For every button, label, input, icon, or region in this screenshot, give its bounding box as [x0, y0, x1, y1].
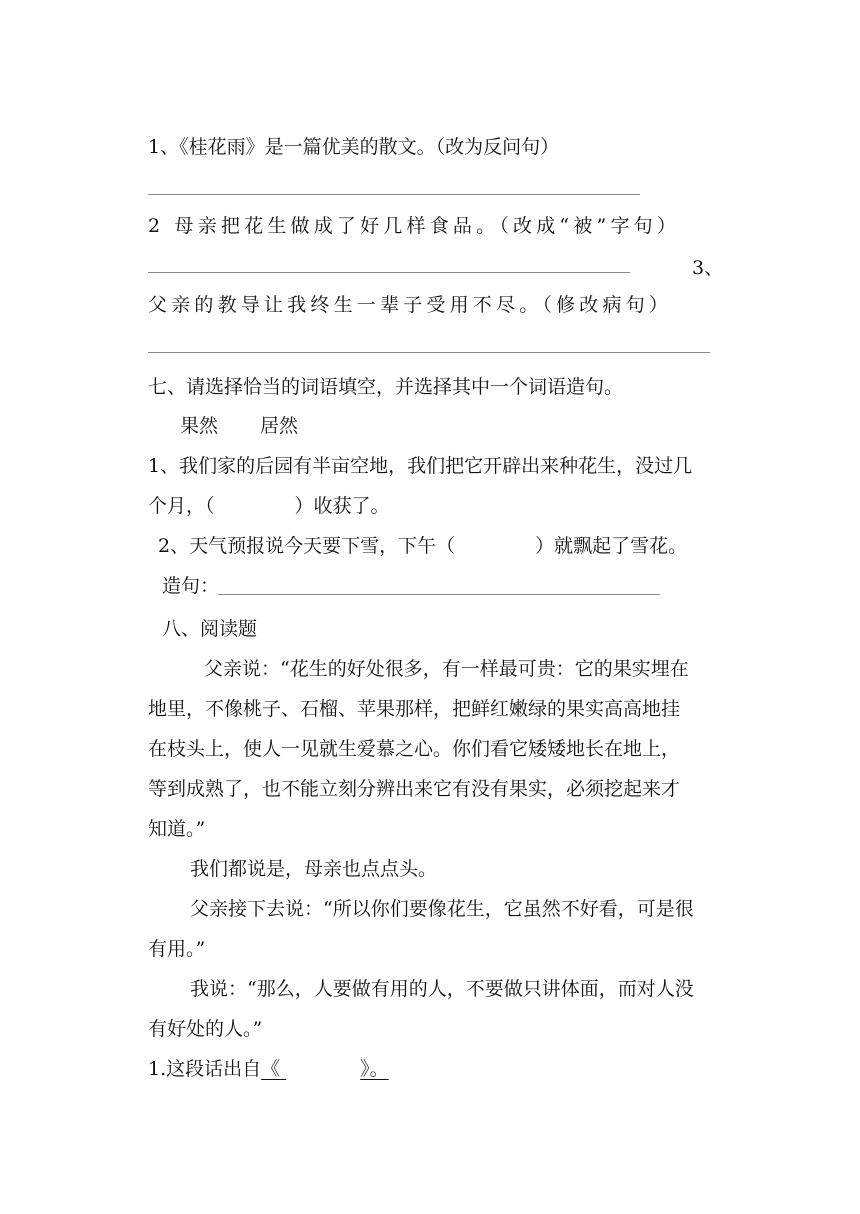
book-title-open-mark: 《 — [261, 1058, 281, 1080]
section-7-heading: 七、请选择恰当的词语填空，并选择其中一个词语造句。 — [148, 376, 624, 398]
fill-sentence-1-after-blank: ）收获了。 — [294, 495, 390, 517]
answer-line-3[interactable] — [148, 352, 710, 353]
reading-question-1 — [148, 1057, 389, 1081]
fill-sentence-2 — [158, 534, 687, 558]
passage-p4-line-1: 我说：“那么，人要做有用的人，不要做只讲体面，而对人没 — [190, 978, 694, 1000]
passage-p1-line-5: 知道。” — [148, 818, 206, 840]
make-sentence-label: 造句： — [162, 575, 220, 597]
fill-sentence-1-line-2 — [148, 494, 390, 518]
word-option-2: 居然 — [260, 415, 299, 437]
answer-line-1[interactable] — [148, 194, 640, 195]
passage-p3-line-1: 父亲接下去说：“所以你们要像花生，它虽然不好看，可是很 — [190, 898, 694, 920]
passage-p1-line-2: 地里，不像桃子、石榴、苹果那样，把鲜红嫩绿的果实高高地挂 — [148, 698, 681, 720]
exercise-item-3-number: 3、 — [692, 257, 724, 279]
book-title-blank[interactable] — [280, 1057, 360, 1081]
passage-p1-line-1: 父亲说：“花生的好处很多，有一样最可贵：它的果实埋在 — [204, 658, 689, 680]
make-sentence-line[interactable] — [218, 594, 660, 595]
answer-line-2[interactable] — [148, 272, 630, 273]
word-option-1: 果然 — [180, 415, 219, 437]
passage-p2: 我们都说是，母亲也点点头。 — [190, 858, 438, 880]
fill-sentence-2-before-blank: 2、天气预报说今天要下雪，下午（ — [158, 535, 456, 557]
passage-p3-line-2: 有用。” — [148, 938, 206, 960]
reading-question-1-answer[interactable] — [261, 1058, 389, 1080]
fill-sentence-1-before-blank: 个月，（ — [148, 495, 215, 517]
passage-p4-line-2: 有好处的人。” — [148, 1018, 263, 1040]
reading-question-1-prefix: 1.这段话出自 — [148, 1058, 262, 1080]
passage-p1-line-3: 在枝头上，使人一见就生爱慕之心。你们看它矮矮地长在地上， — [148, 738, 681, 760]
book-title-close-mark: 》。 — [360, 1058, 389, 1080]
passage-p1-line-4: 等到成熟了，也不能立刻分辨出来它有没有果实，必须挖起来才 — [148, 778, 681, 800]
section-8-heading: 八、阅读题 — [162, 618, 258, 640]
exercise-item-3: 父亲的教导让我终生一辈子受用不尽。（修改病句） — [148, 294, 673, 316]
fill-sentence-2-after-blank: ）就飘起了雪花。 — [535, 535, 688, 557]
fill-sentence-1-line-1: 1、我们家的后园有半亩空地，我们把它开辟出来种花生，没过几 — [148, 455, 693, 477]
exercise-item-2: 2 母亲把花生做成了好几样食品。（改成“被”字句） — [148, 215, 681, 237]
exercise-item-1: 1、《桂花雨》是一篇优美的散文。（改为反问句） — [148, 136, 560, 158]
